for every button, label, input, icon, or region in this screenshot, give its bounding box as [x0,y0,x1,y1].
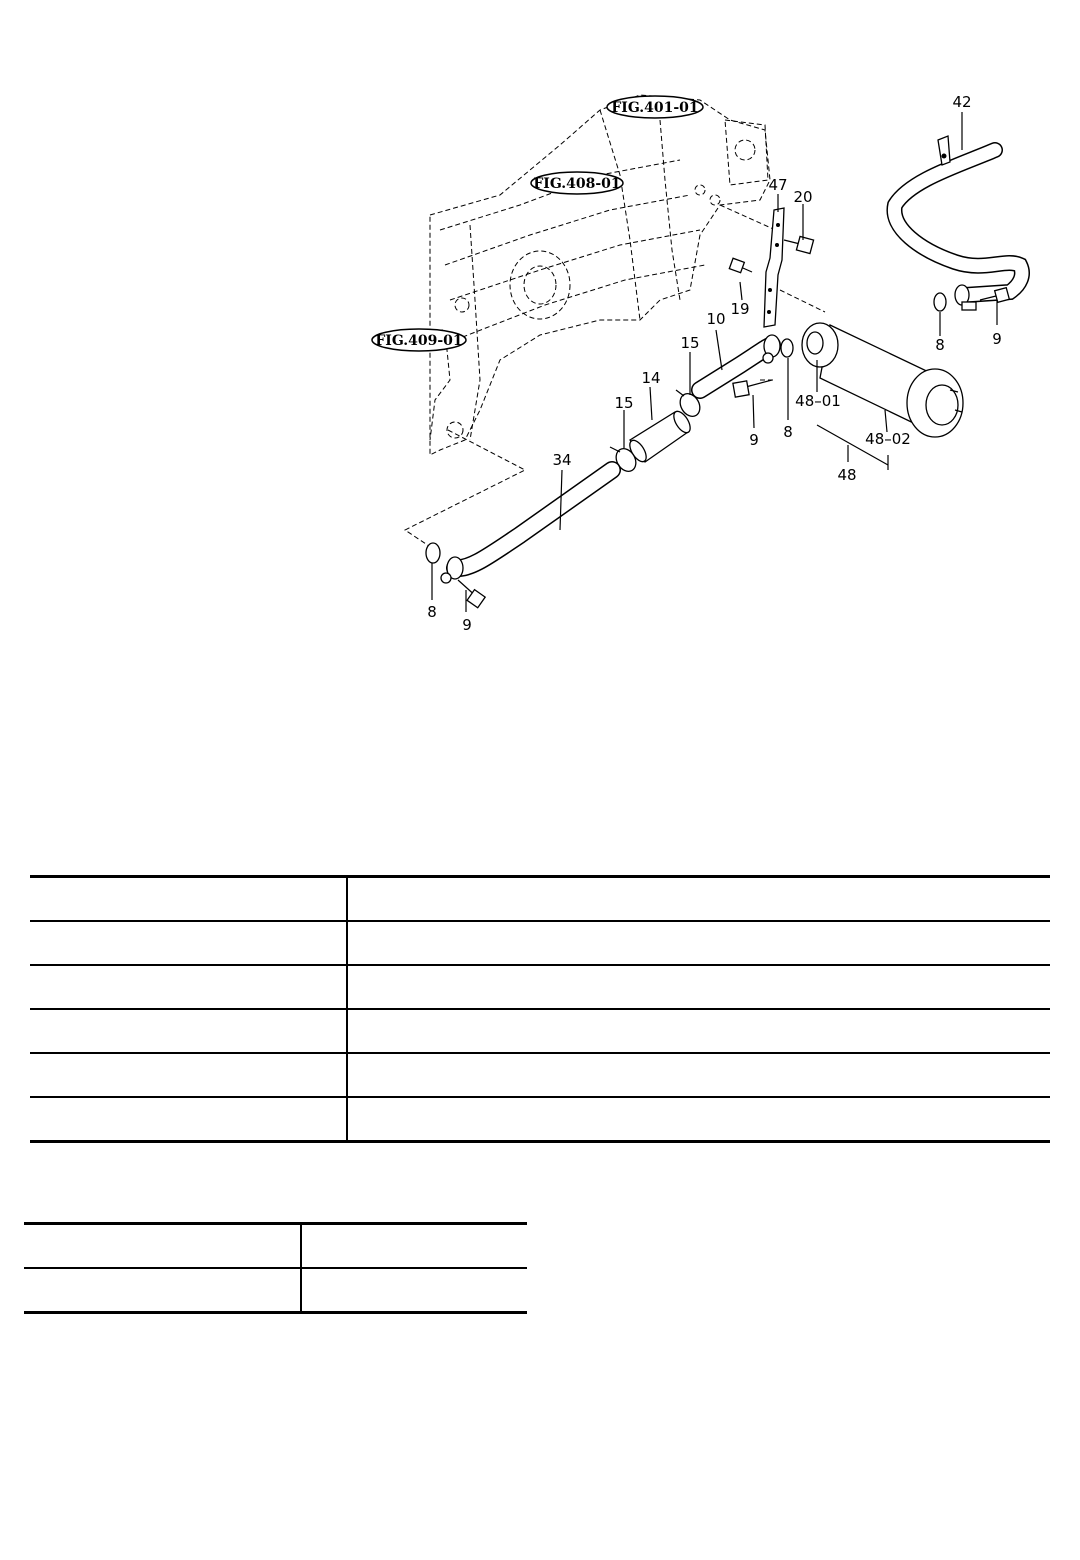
svg-text:FIG.401-01: FIG.401-01 [611,100,699,116]
table-cell [347,1053,1050,1097]
hose-14 [627,409,694,465]
callout-8-mid: 8 [783,423,793,441]
table-cell [347,877,1050,922]
table-row [24,1268,527,1313]
svg-text:FIG.409-01: FIG.409-01 [375,333,463,349]
table-row [30,921,1050,965]
callout-10: 10 [706,310,726,328]
callout-42: 42 [952,93,972,111]
callout-48-01: 48–01 [795,392,841,410]
pipe-42 [894,136,1022,310]
o-ring-8-bottom [426,543,440,563]
table-cell [24,1224,301,1269]
table-cell [30,1053,347,1097]
callout-8-bottom: 8 [427,603,437,621]
callout-34: 34 [552,451,572,469]
table-cell [347,1009,1050,1053]
callout-9-top: 9 [992,330,1002,348]
figure-ref-401 [607,96,703,118]
callout-48: 48 [837,466,857,484]
secondary-table [24,1222,527,1314]
table-cell [30,1097,347,1142]
table-row [30,965,1050,1009]
table-cell [24,1268,301,1313]
pipe-34 [441,470,612,583]
callout-14: 14 [641,369,661,387]
table-row [24,1224,527,1269]
callout-48-02: 48–02 [865,430,911,448]
callout-47: 47 [768,176,788,194]
callout-8-top: 8 [935,336,945,354]
bolt-19 [729,258,752,272]
table-cell [30,921,347,965]
callout-20: 20 [793,188,813,206]
table-row [30,1053,1050,1097]
bolt-9-mid [733,380,772,397]
svg-text:FIG.408-01: FIG.408-01 [533,176,621,192]
o-ring-8-mid [781,339,793,357]
parts-exploded-diagram [0,0,1080,660]
figure-ref-408 [531,172,623,194]
figure-ref-409 [372,329,466,351]
callout-15-lower: 15 [614,394,634,412]
bolt-9-bottom [458,580,485,608]
bolt-20 [784,236,814,253]
parts-table [30,875,1050,1143]
table-cell [301,1224,527,1269]
table-cell [347,1097,1050,1142]
table-cell [30,1009,347,1053]
table-cell [30,877,347,922]
transmission-housing [430,95,770,455]
table-row [30,877,1050,922]
table-cell [347,965,1050,1009]
table-cell [30,965,347,1009]
table-row [30,1009,1050,1053]
callout-19: 19 [730,300,750,318]
table-row [30,1097,1050,1142]
table-cell [301,1268,527,1313]
o-ring-8-top [934,293,946,311]
table-cell [347,921,1050,965]
callout-15-upper: 15 [680,334,700,352]
callout-9-bottom: 9 [462,616,472,634]
callout-9-mid: 9 [749,431,759,449]
